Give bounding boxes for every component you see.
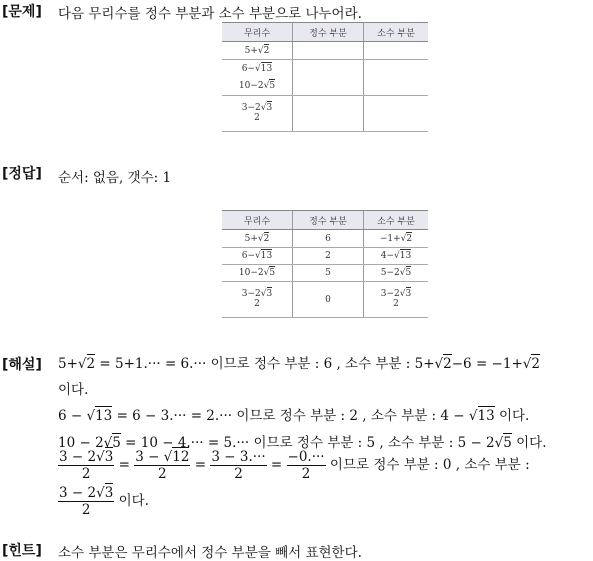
- table-row: [222, 42, 428, 60]
- decimal-part-cell: −1+√2: [364, 230, 429, 248]
- answer-tag: [정답]: [2, 166, 42, 182]
- hint-text: 소수 부분은 무리수에서 정수 부분을 빼서 표현한다.: [58, 545, 362, 561]
- answer-table: [222, 210, 428, 318]
- col-header: 무리수: [222, 211, 293, 230]
- integer-part-cell: 0: [293, 282, 364, 318]
- decimal-part-cell: 5−2√5: [364, 265, 429, 282]
- irrational-cell: 3−2√3 2: [222, 282, 293, 318]
- irrational-cell: 5+√2: [222, 230, 293, 248]
- irrational-cell: 6−√13 10−2√5: [222, 60, 293, 96]
- explanation-line-5: $\frac{3 - 2√3}{2}$ 이다.: [59, 485, 149, 519]
- irrational-cell: 5+√2: [222, 42, 293, 60]
- col-header: 정수 부분: [293, 211, 364, 230]
- explanation-line-1: 5+√2 = 5+1.··· = 6.··· 이므로 정수 부분 : 6 , 소수 부분 : 5+√2−6 = −1+√2: [58, 356, 540, 372]
- table-row: [222, 265, 428, 282]
- problem-text: 다음 무리수를 정수 부분과 소수 부분으로 나누어라.: [58, 6, 362, 22]
- explanation-line-3: 10 − 2√5 = 10 − 4.··· = 5.··· 이므로 정수 부분 : 5 , 소수 부분 : 5 − 2√5 이다.: [58, 435, 547, 451]
- decimal-part-cell: 4−√13: [364, 248, 429, 265]
- explanation-line-2: 6 − √13 = 6 − 3.··· = 2.··· 이므로 정수 부분 : 2 , 소수 부분 : 4 − √13 이다.: [58, 408, 530, 424]
- irrational-cell: 3−2√3 2: [222, 96, 293, 132]
- explanation-tag: [해설]: [2, 357, 42, 373]
- table-row: [222, 282, 428, 318]
- col-header: 소수 부분: [364, 23, 429, 42]
- irrational-cell: 10−2√5: [222, 265, 293, 282]
- col-header: 무리수: [222, 23, 293, 42]
- integer-part-cell: 2: [293, 248, 364, 265]
- col-header: 소수 부분: [364, 211, 429, 230]
- problem-tag: [문제]: [2, 4, 42, 20]
- answer-text: 순서: 없음, 갯수: 1: [58, 170, 172, 186]
- explanation-line-4: $\frac{3 - 2√3}{2}$ = $\frac{3 - √12}{2}$ = $\frac{3 - 3.\cdot\cdot\cdot}{2}$ = $\frac{-0.\cdot\cdot\cdot}{2}$ 이므로 정수 부분 : 0 , 소수 부분 :: [59, 449, 530, 483]
- table-row: [222, 60, 428, 96]
- integer-part-cell: 5: [293, 265, 364, 282]
- decimal-part-cell: 3−2√3 2: [364, 282, 429, 318]
- table-row: [222, 248, 428, 265]
- table-row: [222, 96, 428, 132]
- hint-tag: [힌트]: [2, 543, 42, 559]
- col-header: 정수 부분: [293, 23, 364, 42]
- table-row: [222, 230, 428, 248]
- integer-part-cell: 6: [293, 230, 364, 248]
- problem-table: [222, 22, 428, 132]
- explanation-line-1b: 이다.: [58, 382, 89, 398]
- irrational-cell: 6−√13: [222, 248, 293, 265]
